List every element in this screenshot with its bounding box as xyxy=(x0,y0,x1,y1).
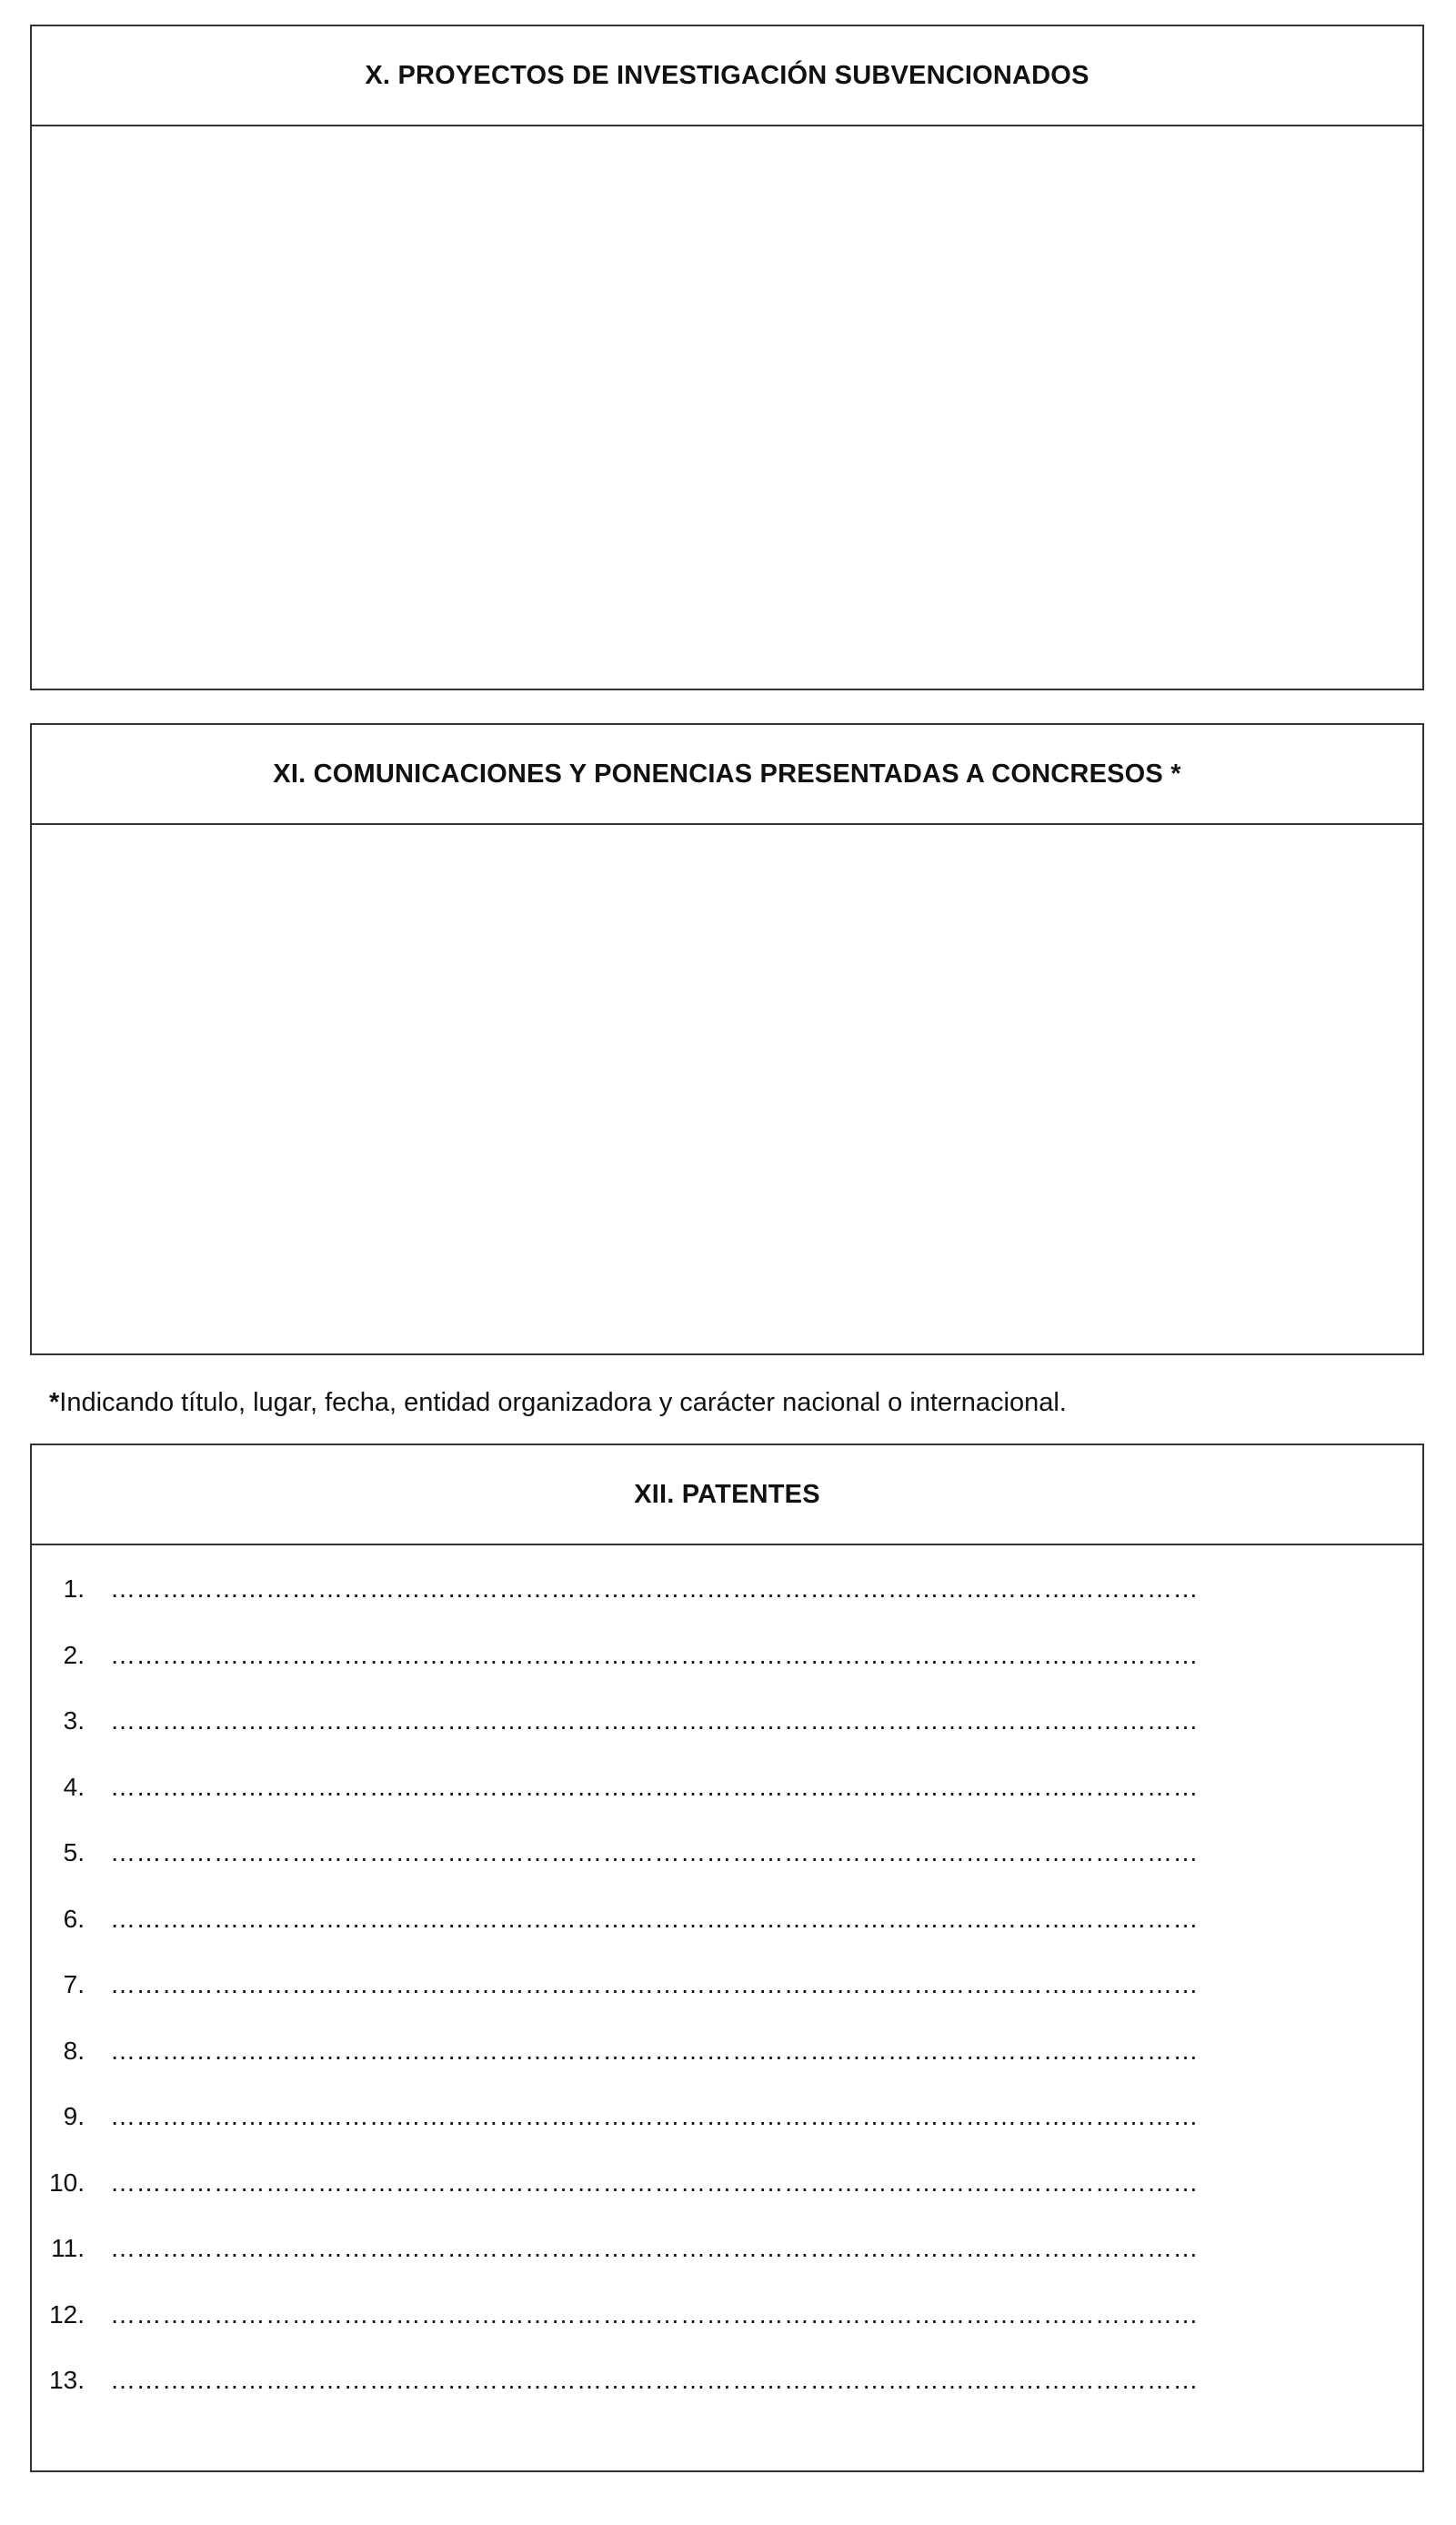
patent-entry-line[interactable]: ……………………………………………………………………………………………………………… xyxy=(110,1970,1199,1998)
patent-entry-line[interactable]: ……………………………………………………………………………………………………………… xyxy=(110,1574,1199,1603)
patent-number: 2. xyxy=(63,1640,85,1669)
patent-row xyxy=(32,2300,1422,2367)
patent-entry-line[interactable]: ……………………………………………………………………………………………………………… xyxy=(110,2102,1199,2130)
patent-entry-line[interactable]: ……………………………………………………………………………………………………………… xyxy=(110,2299,1199,2329)
patent-row xyxy=(32,1641,1422,1707)
patent-entry-line[interactable]: ……………………………………………………………………………………………………………… xyxy=(110,2234,1199,2262)
patent-row xyxy=(32,2037,1422,2103)
patent-entry-line[interactable]: ……………………………………………………………………………………………………………… xyxy=(110,1772,1199,1801)
patent-entry-line[interactable]: ……………………………………………………………………………………………………………… xyxy=(110,2366,1199,2394)
section-x-title: X. PROYECTOS DE INVESTIGACIÓN SUBVENCIONADOS xyxy=(32,26,1422,126)
patent-number: 9. xyxy=(63,2102,85,2130)
patent-number: 6. xyxy=(63,1904,85,1933)
patent-number: 4. xyxy=(63,1772,85,1801)
patent-number: 12. xyxy=(49,2299,85,2329)
patent-number: 10. xyxy=(49,2168,85,2197)
patent-number: 5. xyxy=(63,1838,85,1866)
section-xi-content-area[interactable] xyxy=(32,825,1422,1353)
patent-row xyxy=(32,1706,1422,1773)
patent-list xyxy=(32,1545,1422,2432)
patent-row xyxy=(32,1838,1422,1905)
patent-number: 1. xyxy=(63,1574,85,1603)
patent-row xyxy=(32,1574,1422,1641)
section-x-box xyxy=(30,25,1424,690)
patent-entry-line[interactable]: ……………………………………………………………………………………………………………… xyxy=(110,1904,1199,1933)
patent-number: 13. xyxy=(49,2366,85,2394)
section-x-content-area[interactable] xyxy=(32,126,1422,689)
patent-row xyxy=(32,2234,1422,2300)
section-xi-title: XI. COMUNICACIONES Y PONENCIAS PRESENTADAS A CONCRESOS * xyxy=(32,725,1422,825)
patent-row xyxy=(32,2102,1422,2168)
patent-entry-line[interactable]: ……………………………………………………………………………………………………………… xyxy=(110,2036,1199,2065)
patent-number: 11. xyxy=(51,2234,85,2262)
patent-number: 7. xyxy=(63,1970,85,1998)
patent-row xyxy=(32,2168,1422,2235)
patent-entry-line[interactable]: ……………………………………………………………………………………………………………… xyxy=(110,1640,1199,1669)
patent-row xyxy=(32,1773,1422,1839)
footnote-text: Indicando título, lugar, fecha, entidad organizadora y carácter nacional o internacional. xyxy=(59,1388,1067,1417)
patent-row xyxy=(32,2366,1422,2432)
patent-row xyxy=(32,1905,1422,1971)
section-xii-box xyxy=(30,1444,1424,2472)
patent-entry-line[interactable]: ……………………………………………………………………………………………………………… xyxy=(110,1706,1199,1735)
patent-number: 3. xyxy=(63,1706,85,1735)
patent-entry-line[interactable]: ……………………………………………………………………………………………………………… xyxy=(110,2168,1199,2197)
patent-entry-line[interactable]: ……………………………………………………………………………………………………………… xyxy=(110,1838,1199,1866)
patent-number: 8. xyxy=(63,2036,85,2065)
section-xi-box xyxy=(30,723,1424,1355)
section-xii-title: XII. PATENTES xyxy=(32,1445,1422,1545)
patent-row xyxy=(32,1970,1422,2037)
footnote xyxy=(49,1388,1067,1418)
footnote-asterisk: * xyxy=(49,1388,60,1417)
